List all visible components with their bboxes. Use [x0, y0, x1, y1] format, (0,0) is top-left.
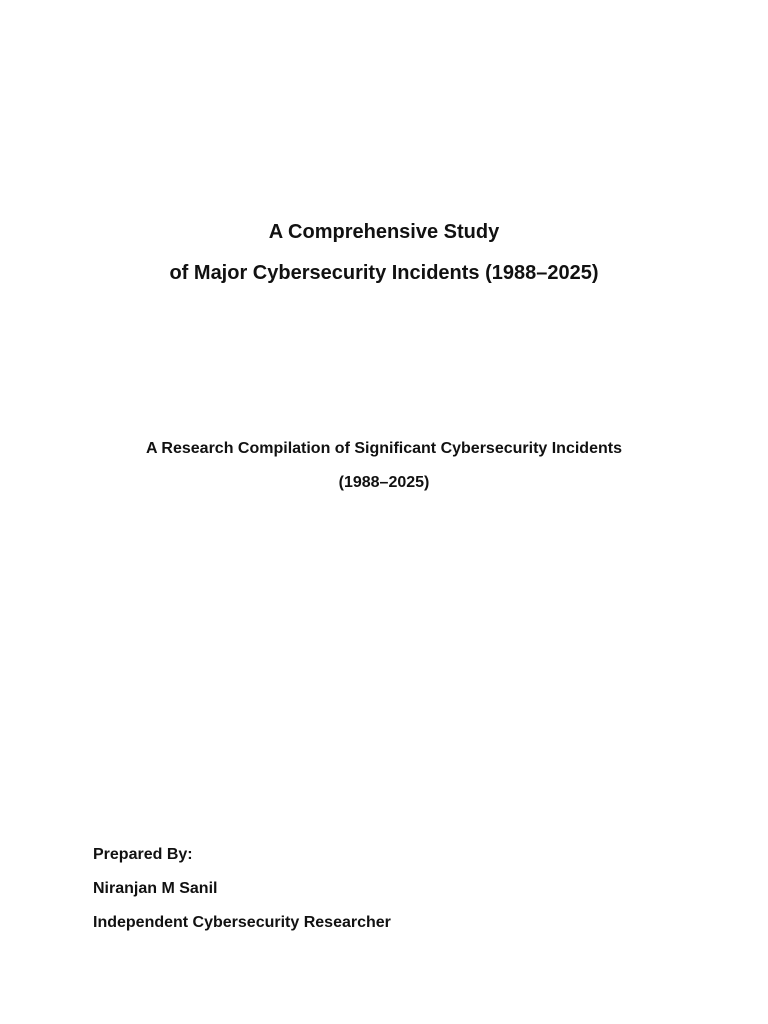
page-title-line-1: A Comprehensive Study [268, 221, 500, 243]
prepared-by-label: Prepared By: [93, 846, 193, 863]
title-block [0, 220, 768, 285]
author-role: Independent Cybersecurity Researcher [93, 914, 391, 931]
author-block [93, 845, 391, 947]
subtitle-block [0, 439, 768, 493]
page-title-line-2: of Major Cybersecurity Incidents (1988–2025) [169, 262, 599, 284]
subtitle-line-2: (1988–2025) [338, 474, 430, 491]
author-name: Niranjan M Sanil [93, 880, 218, 897]
subtitle-line-1: A Research Compilation of Significant Cybersecurity Incidents [146, 440, 622, 457]
